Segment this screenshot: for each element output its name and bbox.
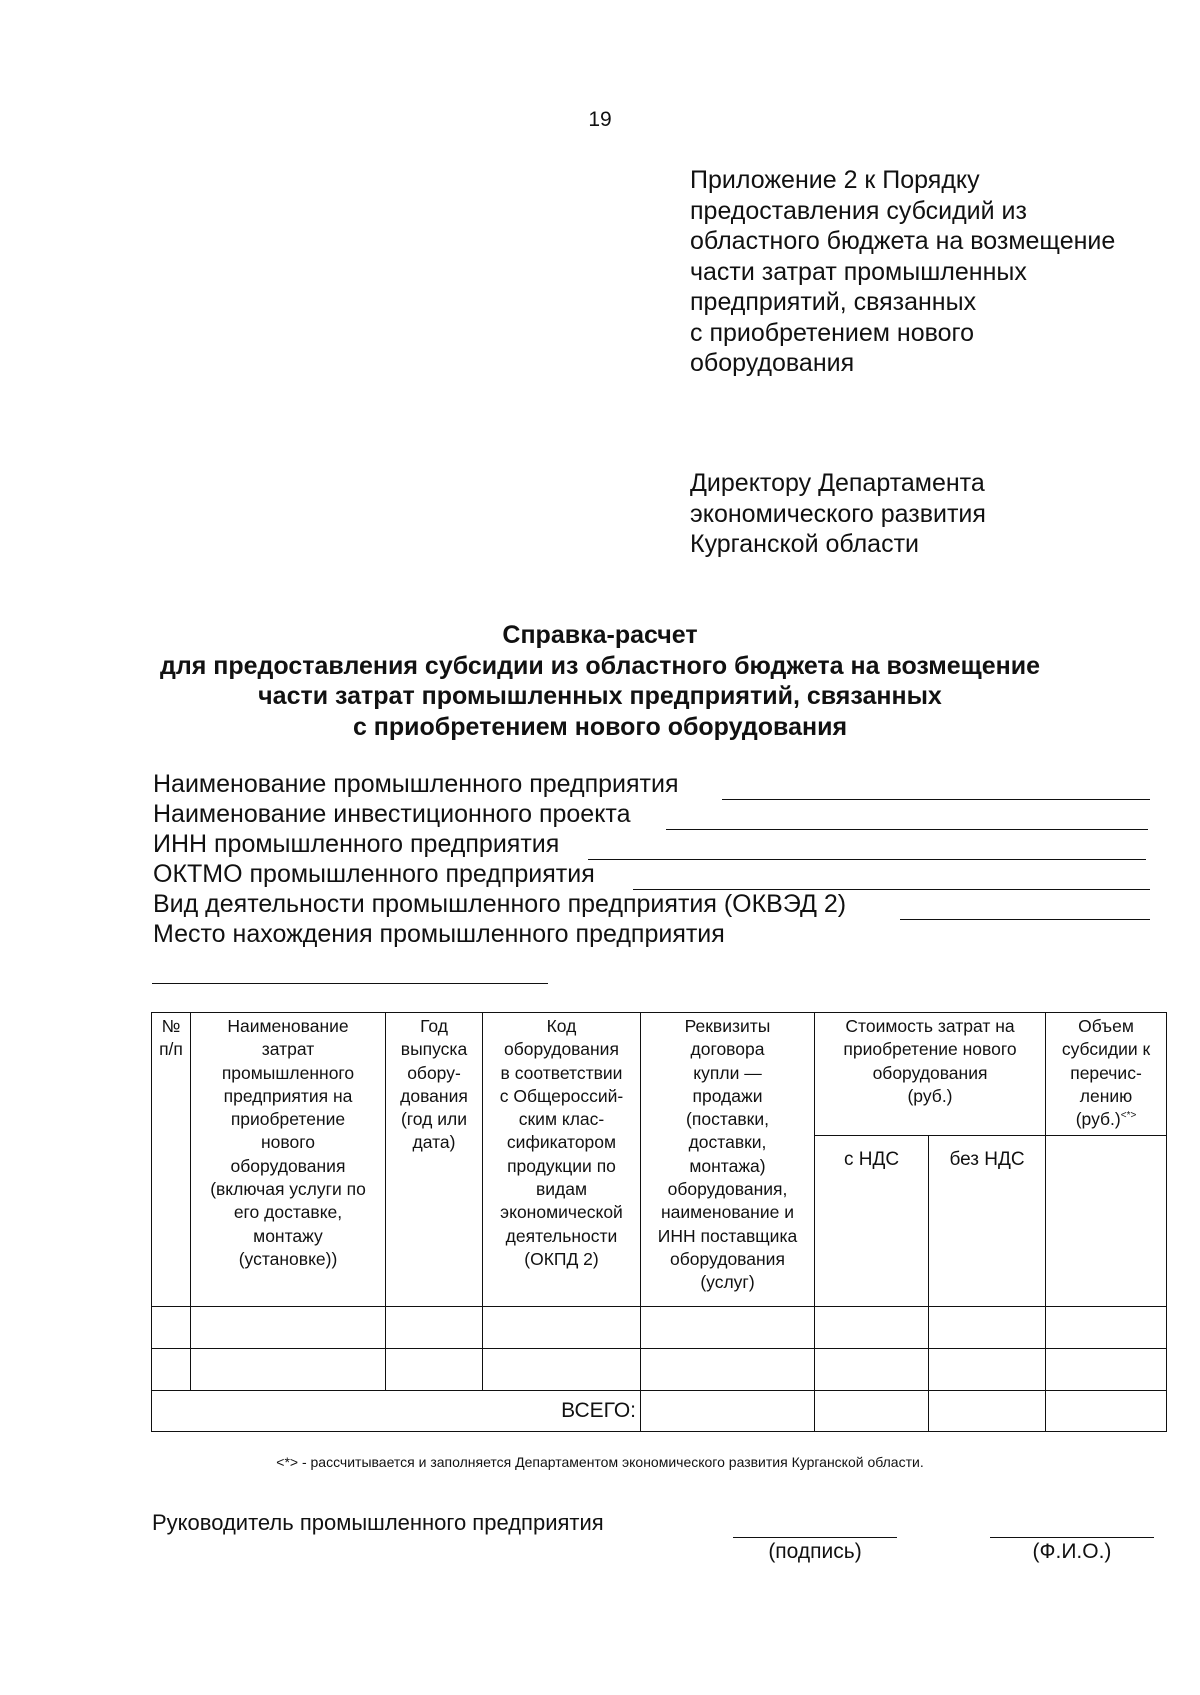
header-year [386, 1013, 483, 1307]
header-subsidy-empty [1046, 1136, 1167, 1307]
header-cost-with-vat: с НДС [815, 1136, 929, 1307]
field-label-location: Место нахождения промышленного предприятия [153, 920, 725, 948]
header-text: (руб.) [1075, 1109, 1121, 1130]
table-cell[interactable] [1046, 1307, 1167, 1349]
addressee [690, 468, 986, 560]
header-text: затрат [261, 1039, 315, 1060]
total-label: ВСЕГО: [152, 1391, 641, 1432]
header-text: нового [261, 1132, 315, 1153]
header-equipment-cost [815, 1013, 1046, 1136]
header-text: оборудования [230, 1155, 346, 1176]
header-text: (поставки, [686, 1109, 769, 1130]
total-cell[interactable] [815, 1391, 929, 1432]
header-text: Наименование [227, 1016, 349, 1036]
header-text: его доставке, [233, 1202, 343, 1223]
header-text: промышленного [221, 1062, 355, 1083]
header-text: дования [400, 1085, 468, 1106]
header-text: продажи [692, 1085, 763, 1106]
cost-table [151, 1012, 1167, 1432]
table-row [152, 1349, 1167, 1391]
appendix-line: областного бюджета на возмещение [690, 227, 1116, 255]
table-row [152, 1307, 1167, 1349]
header-text: субсидии к [1061, 1039, 1151, 1060]
page-number: 19 [588, 108, 612, 131]
appendix-line: оборудования [690, 349, 855, 377]
footnote-mark: <*> [1120, 1110, 1137, 1122]
field-label-okved: Вид деятельности промышленного предприятия (ОКВЭД 2) [153, 890, 847, 918]
header-text: деятельности [505, 1225, 618, 1246]
signature-caption: (подпись) [768, 1540, 862, 1563]
header-text: с Общероссий- [499, 1085, 624, 1106]
table-cell[interactable] [815, 1349, 929, 1391]
header-text [1048, 1108, 1164, 1131]
header-text: лению [1079, 1085, 1133, 1106]
total-cell[interactable] [641, 1391, 815, 1432]
field-blank-inn[interactable] [588, 859, 1146, 860]
header-text: купли — [693, 1062, 762, 1083]
header-text: наименование и [661, 1202, 794, 1223]
header-text: монтажу [253, 1225, 323, 1246]
field-blank-enterprise-name[interactable] [722, 799, 1150, 800]
table-cell[interactable] [641, 1307, 815, 1349]
header-text: Реквизиты [684, 1016, 771, 1036]
header-text: оборудования [670, 1248, 785, 1269]
table-cell[interactable] [152, 1307, 191, 1349]
header-text: обору- [407, 1062, 461, 1083]
header-num [152, 1013, 191, 1307]
header-text: Стоимость затрат на [845, 1016, 1015, 1036]
title-line: части затрат промышленных предприятий, связанных [258, 682, 942, 710]
appendix-line: с приобретением нового [690, 318, 975, 347]
field-label-oktmo: ОКТМО промышленного предприятия [153, 860, 595, 888]
header-cost-without-vat: без НДС [929, 1136, 1046, 1307]
total-cell[interactable] [929, 1391, 1046, 1432]
addressee-line: экономического развития [690, 499, 986, 528]
signature-line[interactable] [733, 1537, 897, 1538]
header-text: оборудования, [667, 1179, 788, 1200]
field-label-enterprise-name: Наименование промышленного предприятия [153, 770, 679, 798]
field-blank-project-name[interactable] [666, 829, 1148, 830]
title-line: Справка-расчет [502, 621, 698, 649]
footnote: <*> - рассчитывается и заполняется Департаментом экономического развития Курганской области. [276, 1454, 924, 1470]
field-blank-location[interactable] [152, 983, 548, 984]
appendix-line: предоставления субсидий из [690, 196, 1027, 225]
header-text: (включая услуги по [210, 1179, 366, 1200]
total-row [152, 1391, 1167, 1432]
table-cell[interactable] [386, 1349, 483, 1391]
full-name-line[interactable] [990, 1537, 1154, 1538]
field-blank-okved[interactable] [900, 919, 1150, 920]
header-text: (ОКПД 2) [524, 1248, 599, 1269]
header-text: выпуска [400, 1039, 468, 1060]
header-text: приобретение нового [843, 1039, 1017, 1060]
header-text: экономической [500, 1202, 623, 1223]
addressee-line: Директору Департамента [690, 469, 985, 497]
table-cell[interactable] [483, 1349, 641, 1391]
full-name-caption: (Ф.И.О.) [1032, 1540, 1112, 1563]
header-text: предприятия на [223, 1085, 353, 1106]
header-text: Год [420, 1016, 448, 1036]
table-cell[interactable] [641, 1349, 815, 1391]
field-label-inn: ИНН промышленного предприятия [153, 830, 560, 858]
header-text: приобретение [230, 1109, 346, 1130]
header-text: п/п [159, 1039, 183, 1060]
header-text: монтажа) [689, 1155, 766, 1176]
table-cell[interactable] [191, 1307, 386, 1349]
table-cell[interactable] [386, 1307, 483, 1349]
signer-label: Руководитель промышленного предприятия [152, 1510, 604, 1535]
appendix-line: предприятий, связанных [690, 288, 977, 316]
header-text: ИНН поставщика [657, 1225, 798, 1246]
appendix-line: части затрат промышленных [690, 257, 1027, 286]
table-cell[interactable] [483, 1307, 641, 1349]
header-text: договора [690, 1039, 765, 1060]
table-cell[interactable] [1046, 1349, 1167, 1391]
header-text: оборудования [504, 1039, 619, 1060]
appendix-note [690, 165, 1115, 379]
document-title [0, 620, 1200, 742]
header-text: (год или [400, 1109, 467, 1130]
table-cell[interactable] [929, 1349, 1046, 1391]
header-text: № [161, 1016, 181, 1036]
header-text: в соответствии [500, 1062, 623, 1083]
header-text: доставки, [688, 1132, 767, 1153]
header-text: (установке)) [238, 1248, 338, 1269]
header-text: ским клас- [518, 1109, 605, 1130]
appendix-line: Приложение 2 к Порядку [690, 166, 980, 194]
title-line: для предоставления субсидии из областного бюджета на возмещение [160, 651, 1040, 680]
header-text: оборудования [872, 1062, 988, 1083]
field-label-project-name: Наименование инвестиционного проекта [153, 800, 631, 828]
table-cell[interactable] [152, 1349, 191, 1391]
header-text: сификатором [506, 1132, 617, 1153]
addressee-line: Курганской области [690, 530, 920, 558]
header-text: Объем [1078, 1016, 1134, 1036]
total-cell[interactable] [1046, 1391, 1167, 1432]
table-cell[interactable] [929, 1307, 1046, 1349]
header-text: Код [546, 1016, 577, 1036]
table-cell[interactable] [191, 1349, 386, 1391]
header-okpd-code [483, 1013, 641, 1307]
header-text: видам [535, 1179, 588, 1200]
header-subsidy-amount [1046, 1013, 1167, 1136]
header-text: (руб.) [907, 1085, 953, 1106]
header-text: дата) [412, 1132, 456, 1153]
table-cell[interactable] [815, 1307, 929, 1349]
title-line: с приобретением нового оборудования [352, 712, 848, 741]
header-text: (услуг) [700, 1272, 755, 1293]
header-text: продукции по [507, 1155, 616, 1176]
header-cost-name [191, 1013, 386, 1307]
header-contract-requisites [641, 1013, 815, 1307]
header-text: перечис- [1070, 1062, 1142, 1083]
